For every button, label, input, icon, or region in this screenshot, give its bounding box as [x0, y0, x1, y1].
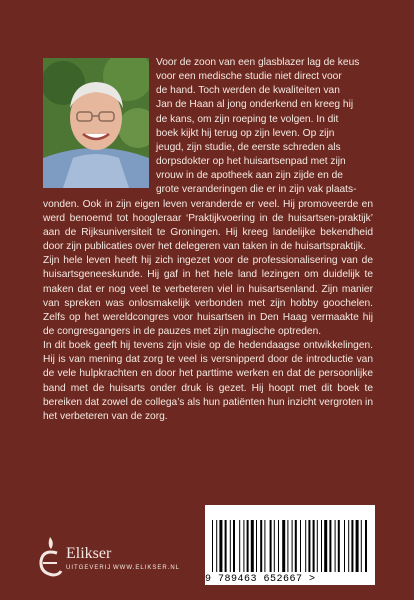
barcode-bar [239, 520, 240, 572]
barcode-bar [338, 520, 340, 572]
barcode-bar [308, 520, 310, 572]
barcode-bar [225, 520, 227, 572]
barcode-bar [287, 520, 288, 572]
barcode-bar [356, 520, 359, 572]
barcode-bar [264, 520, 265, 572]
publisher-logo-icon [35, 535, 65, 580]
text-line: de hand. Toch werden de kwaliteiten van [156, 85, 340, 97]
barcode-bar [243, 520, 244, 572]
barcode-bar [270, 520, 272, 572]
text-line: boek kijkt hij terug op zijn leven. Op zijn [156, 127, 335, 139]
barcode-bar [278, 520, 279, 572]
barcode-bar [260, 520, 262, 572]
barcode-bar [295, 520, 297, 572]
barcode-bar [365, 520, 367, 572]
barcode-bar [216, 520, 217, 572]
barcode-bar [292, 520, 293, 572]
barcode-bar [344, 520, 345, 572]
publisher-name: Elikser [66, 545, 112, 562]
barcode-bar [219, 520, 222, 572]
barcode [210, 520, 370, 572]
text-line: dorpsdokter op het huisartsenpad met zijn [156, 156, 346, 168]
barcode-bar [251, 520, 254, 572]
barcode-bar [361, 520, 362, 572]
barcode-bar [348, 520, 349, 572]
barcode-bar [329, 520, 331, 572]
barcode-bar [247, 520, 249, 572]
paragraph-1-rest: vonden. Ook in zijn eigen leven veranderde er veel. Hij promoveerde en werd benoemd tot hoogleraar ‘Praktijkvoering in de huisartsen-praktijk’ aan de Rijksuniversiteit te Groningen. Hij kreeg landelijke bekendheid door zijn publicaties over het delegeren van taken in de huisartspraktijk. [43, 198, 373, 253]
barcode-bar [212, 520, 213, 572]
barcode-bar [274, 520, 275, 572]
barcode-bar [351, 520, 353, 572]
text-line: grote veranderingen die er in zijn vak plaats- [156, 184, 357, 196]
paragraph-3: In dit boek geeft hij tevens zijn visie op de hedendaagse ontwikkelingen. Hij is van mening dat zorg te veel is versnipperd door de introductie van de vele hulpkrachten en door het parttime werken en dat de persoonlijke band met de huisarts onder druk is gezet. Hij hoopt met dit boek te bereiken dat zowel de collega’s als hun patiënten hun inzicht vergroten in het verbeteren van de zorg. [43, 340, 373, 422]
text-line: de kans, om zijn roeping te volgen. In dit [156, 113, 339, 125]
barcode-bar [313, 520, 315, 572]
text-line: jeugd, zijn studie, de eerste schreden als [156, 141, 341, 153]
paragraph-2: Zijn hele leven heeft hij zich ingezet voor de professionalisering van de huisartsgeneeskunde. Hij gaf in het hele land lezingen om duidelijk te maken dat er nog veel te verbeteren viel in huisartsenland. Zijn manier van spreken was onlosmakelijk verbonden met zijn hobby goochelen. Zelfs op het wereldcongres voor huisartsen in Den Haag vermaakte hij de congresgangers in de pauzes met zijn magische optreden. [43, 255, 373, 337]
barcode-bar [335, 520, 336, 572]
publisher-website: WWW.ELIKSER.NL [113, 565, 181, 571]
barcode-bar [230, 520, 231, 572]
paragraph-1 [43, 56, 373, 254]
back-cover-text [43, 56, 373, 424]
barcode-bar [282, 520, 285, 572]
text-line: voor een medische studie niet direct voor [156, 71, 342, 83]
barcode-bar [233, 520, 235, 572]
text-line: Jan de Haan al jong onderkend en kreeg hij [156, 99, 354, 111]
publisher-sub: UITGEVERIJ [66, 565, 112, 571]
barcode-digits: 9 789463 652667 > [205, 574, 316, 585]
barcode-bar [321, 520, 322, 572]
barcode-bar [305, 520, 306, 572]
barcode-bar [324, 520, 327, 572]
barcode-bar [256, 520, 257, 572]
text-line: Voor de zoon van een glasblazer lag de keus [156, 57, 360, 68]
barcode-bar [317, 520, 318, 572]
text-line: vrouw in de apotheek aan zijn zijde en de [156, 170, 343, 182]
barcode-bar [300, 520, 301, 572]
